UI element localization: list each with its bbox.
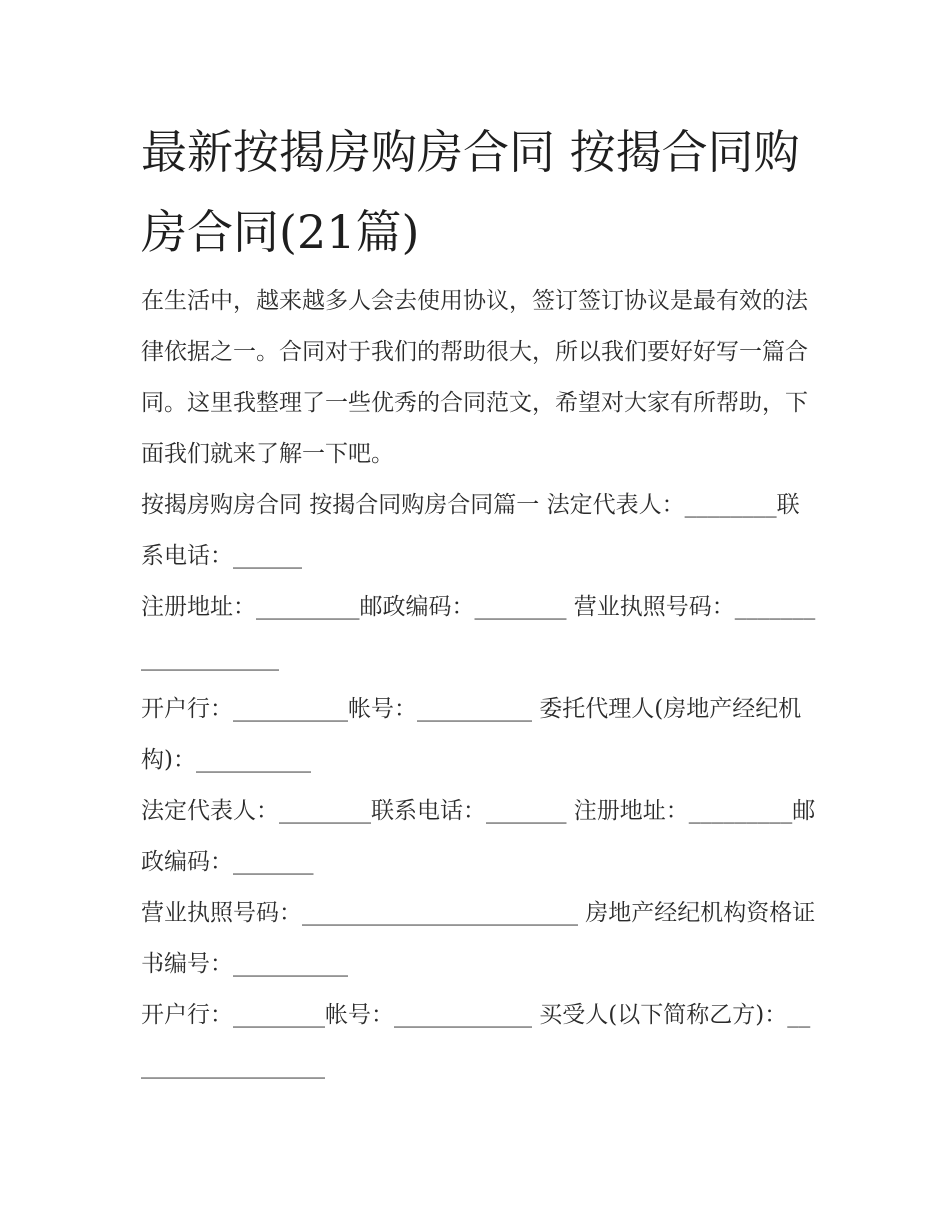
intro-paragraph: 在生活中，越来越多人会去使用协议，签订签订协议是最有效的法律依据之一。合同对于我们的帮助很大，所以我们要好好写一篇合同。这里我整理了一些优秀的合同范文，希望对大家有所帮助，下面我们就来了解一下吧。 — [141, 288, 808, 467]
document-body — [141, 276, 821, 1092]
agency-license-line: 营业执照号码：________________________ 房地产经纪机构资格证书编号：__________ — [141, 900, 816, 977]
agency-legal-rep-line: 法定代表人：________联系电话：_______ 注册地址：_________邮政编码：_______ — [141, 798, 816, 875]
party-a-address-line: 注册地址：_________邮政编码：________ 营业执照号码：___________________ — [141, 594, 816, 671]
agency-bank-line: 开户行：________帐号：____________ 买受人(以下简称乙方)：__________________ — [141, 1002, 811, 1079]
party-a-legal-rep-line: 按揭房购房合同 按揭合同购房合同篇一 法定代表人：________联系电话：______ — [141, 492, 800, 569]
document-title: 最新按揭房购房合同 按揭合同购房合同(21篇) — [141, 125, 800, 259]
party-a-bank-line: 开户行：__________帐号：__________ 委托代理人(房地产经纪机构)：__________ — [141, 696, 802, 773]
